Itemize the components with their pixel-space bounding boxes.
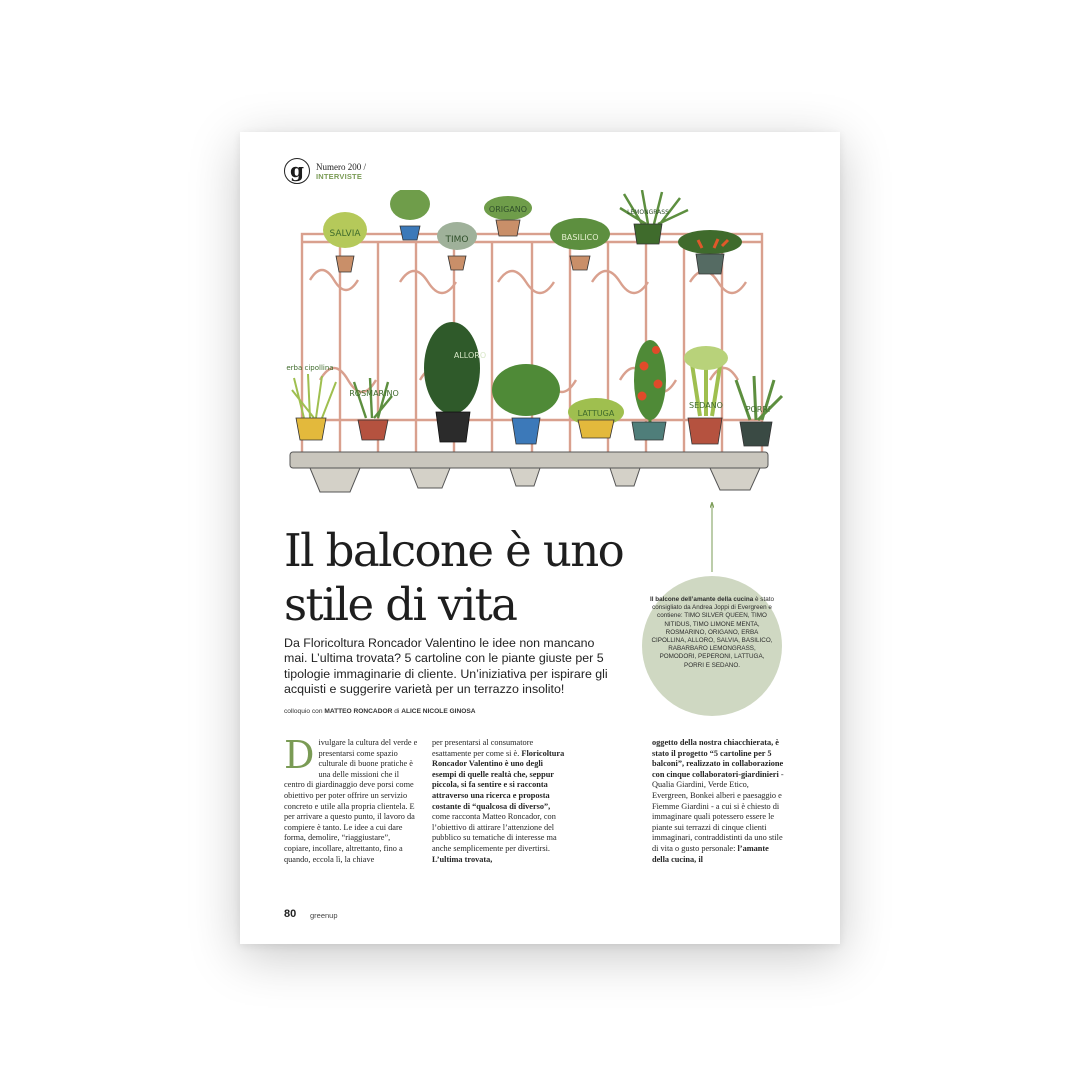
issue-number: Numero 200 / — [316, 162, 366, 172]
column-1-text: ivulgare la cultura del verde e presentarsi come spazio culturale di buone pratiche è una delle missioni che il centro di giardinaggio deve porsi come obiettivo per poter offrire un servizio concreto e utile alla propria clientela. E per arrivare a questo punto, il lavoro da compiere è tanto. Le idee a cui dare forma, demolire, “riaggiustare”, copiare, incollare, altrettanto, fino a quando, eccola lì, la chiave — [284, 738, 418, 864]
plant-erba-cipollina — [286, 364, 336, 440]
label-origano: ORIGANO — [488, 205, 528, 214]
column-3-text-c: l’amante della cucina, il — [652, 843, 769, 864]
label-erba-cipollina: erba cipollina — [286, 364, 334, 372]
page-number: 80 — [284, 908, 297, 920]
plant-timo — [437, 222, 477, 270]
balcony-ledge — [290, 452, 768, 492]
plant-basilico — [550, 218, 610, 270]
title-line-1: Il balcone è uno — [284, 524, 624, 577]
label-porri: PORRI — [745, 405, 771, 414]
caption-bold: Il balcone dell’amante della cucina — [650, 596, 754, 603]
column-3-text-b: - Qualia Giardini, Verde Etico, Evergreen, Bonkei alberi e paesaggio e Fiemme Giardini - a cui si è chiesto di immaginare quali potessero essere le piante sui terrazzi di cinque clienti immaginari, contraddistinti da uno stile di vita o gusto personale: — [652, 769, 784, 853]
label-lattuga: LATTUGA — [577, 409, 615, 418]
column-2-text-a: per presentarsi al consumatore esattamente per come si è. — [432, 738, 534, 758]
plant-origano — [484, 196, 532, 236]
logo-letter: g — [290, 158, 304, 182]
body-column-1 — [284, 733, 418, 865]
label-alloro: ALLORO — [453, 351, 487, 360]
plant-peperoni — [678, 230, 742, 274]
label-basilico: BASILICO — [561, 233, 599, 242]
plant-lattuga — [568, 398, 624, 438]
magazine-page — [240, 132, 840, 944]
label-sedano: SEDANO — [689, 401, 723, 410]
plant-pomodori — [632, 340, 666, 440]
caption-circle — [642, 576, 782, 716]
title-line-2: stile di vita — [284, 578, 517, 631]
plant-rosmarino — [349, 378, 399, 440]
label-salvia: SALVIA — [329, 229, 361, 239]
drop-cap: D — [284, 733, 315, 777]
column-2-text-c: come racconta Matteo Roncador, con l’obiettivo di attirare l’attenzione del pubblico su tematiche di interesse ma anche semplicemente per divertirsi. — [432, 812, 557, 853]
label-rosmarino: ROSMARINO — [349, 389, 399, 398]
byline-author: ALICE NICOLE GINOSA — [401, 708, 476, 715]
body-column-2 — [432, 738, 566, 865]
plant-alloro — [424, 322, 486, 442]
byline-prefix: colloquio con — [284, 708, 323, 715]
byline-connector: di — [394, 708, 400, 715]
column-2-text-d: L’ultima trovata, — [432, 854, 493, 864]
balcony-illustration — [270, 190, 810, 520]
column-2-text-b: Floricoltura Roncador Valentino è uno degli esempi di quelle realtà che, seppur piccola, si fa sentire e si racconta attraverso una ricerca e proposta costante di “qualcosa di diverso”, — [432, 748, 565, 811]
label-lemongrass: LEMONGRASS — [627, 209, 669, 216]
byline-interviewee: MATTEO RONCADOR — [324, 708, 393, 715]
label-timo: TIMO — [445, 235, 469, 245]
plant-top-2 — [390, 190, 430, 240]
greenup-logo-icon — [284, 158, 310, 184]
column-3-text-a: oggetto della nostra chiacchierata, è stato il progetto “5 cartoline per 5 balconi”, realizzato in collaborazione con cinque collaboratori-giardinieri — [652, 738, 784, 779]
article-lede: Da Floricoltura Roncador Valentino le idee non mancano mai. L’ultima trovata? 5 cartoline con le piante giuste per 5 tipologie immaginarie di cliente. Un’iniziativa per ispirare gli acquisti e suggerire varietà per un terrazzo insolito! — [284, 636, 608, 697]
byline — [284, 708, 476, 715]
magazine-brand: greenup — [310, 911, 338, 920]
caption-text: è stato consigliato da Andrea Joppi di Evergreen e contiene: TIMO SILVER QUEEN, TIMO NITIDUS, TIMO LIMONE MENTA, ROSMARINO, ORIGANO, ERBA CIPOLLINA, ALLORO, SALVIA, BASILICO, RABARBARO LEMONGRASS, POMODORI, PEPERONI, LATTUGA, PORRI E SEDANO. — [651, 596, 774, 669]
plant-lemongrass — [620, 190, 688, 244]
caption-pointer-arrow-icon — [710, 502, 714, 572]
plant-porri — [736, 376, 782, 446]
article-title — [284, 524, 684, 632]
section-label: INTERVISTE — [316, 172, 363, 181]
body-column-3 — [652, 738, 786, 865]
plant-salvia — [323, 212, 367, 272]
plant-red-label — [492, 364, 560, 444]
